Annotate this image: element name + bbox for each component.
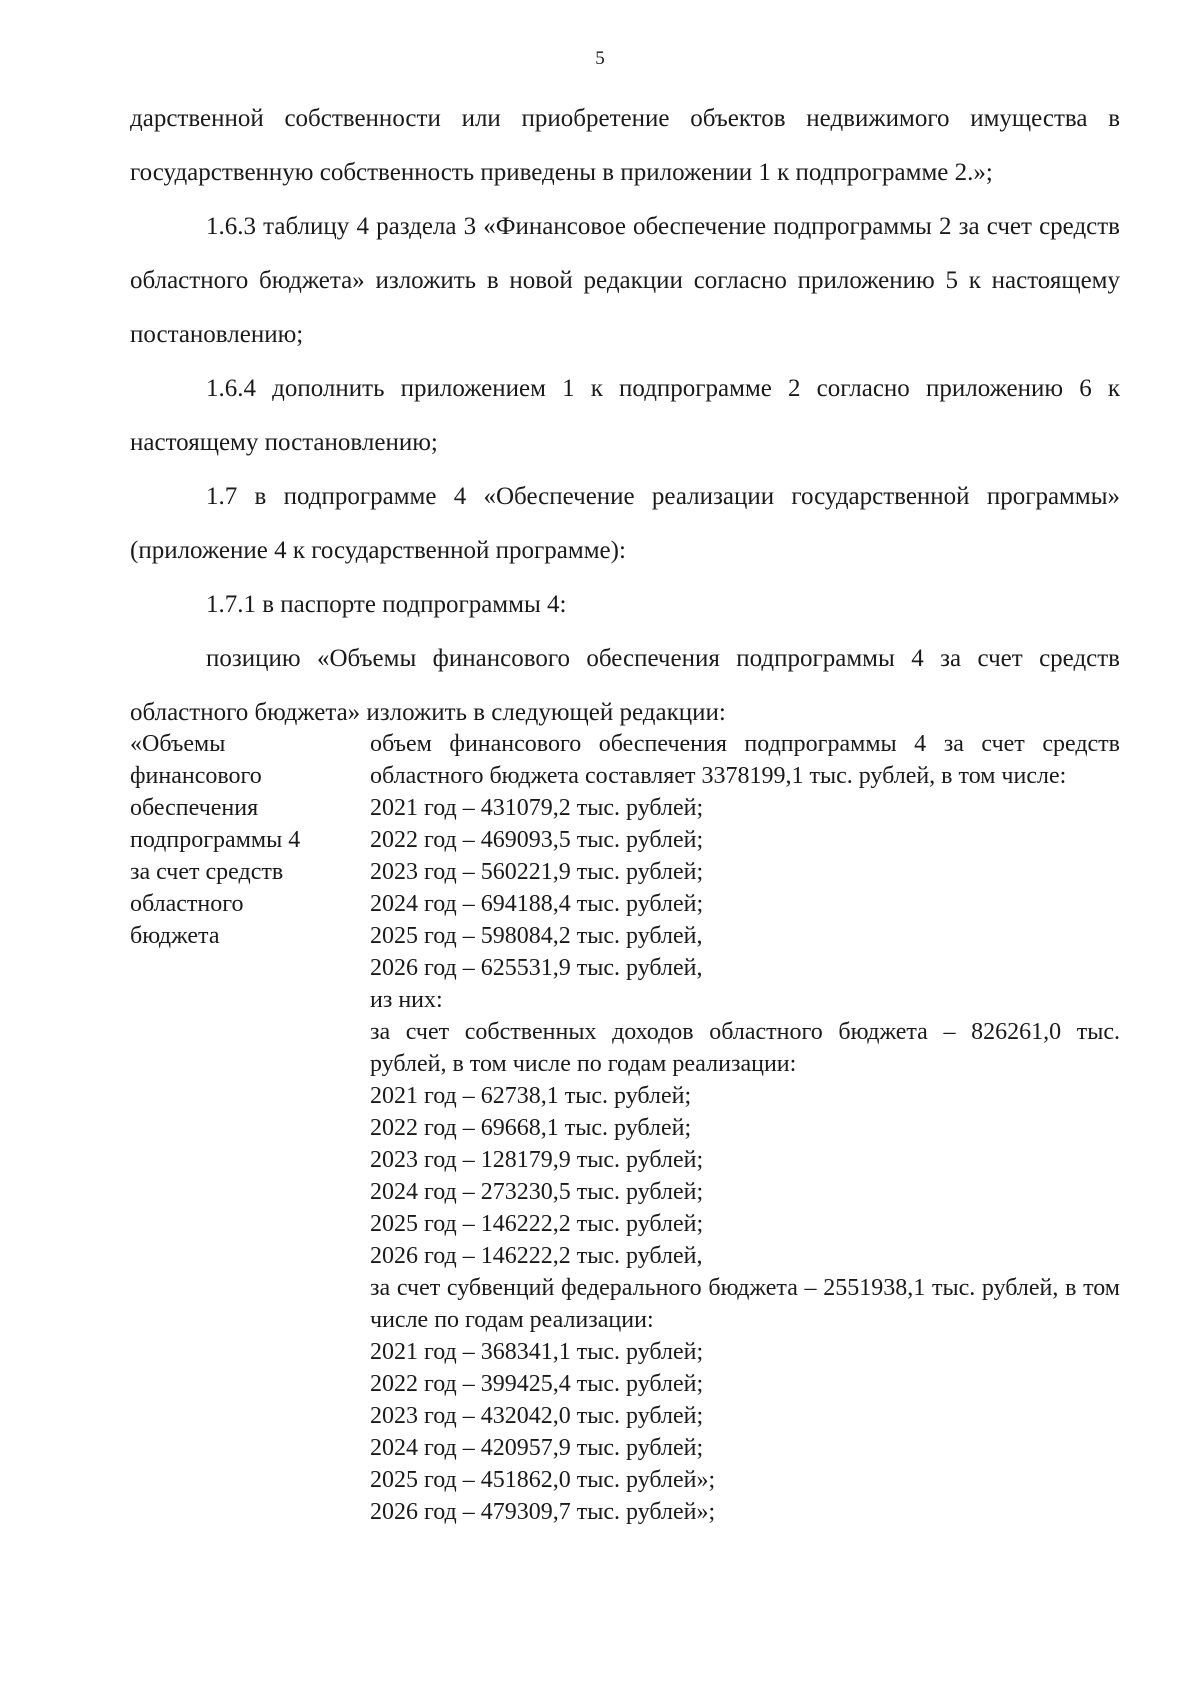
own-income-year-line: 2021 год – 62738,1 тыс. рублей; xyxy=(370,1083,692,1109)
page-number: 5 xyxy=(595,48,605,69)
label-line: «Объемы xyxy=(130,731,226,757)
federal-year-line: 2021 год – 368341,1 тыс. рублей; xyxy=(370,1339,704,1365)
federal-year-line: 2022 год – 399425,4 тыс. рублей; xyxy=(370,1371,704,1397)
own-income-year-line: 2022 год – 69668,1 тыс. рублей; xyxy=(370,1115,692,1141)
of-which-label: из них: xyxy=(370,987,443,1013)
federal-year-line: 2024 год – 420957,9 тыс. рублей; xyxy=(370,1435,704,1461)
paragraph-position: позицию «Объемы финансового обеспечения подпрограммы 4 за счет средств областного бюджета» изложить в следующей редакции: xyxy=(130,645,1120,726)
federal-year-line: 2025 год – 451862,0 тыс. рублей»; xyxy=(370,1467,716,1493)
federal-year-line: 2026 год – 479309,7 тыс. рублей»; xyxy=(370,1499,716,1525)
total-year-line: 2022 год – 469093,5 тыс. рублей; xyxy=(370,827,704,853)
financing-intro: объем финансового обеспечения подпрограммы 4 за счет средств областного бюджета составляет 3378199,1 тыс. рублей, в том числе: xyxy=(370,731,1120,789)
federal-intro: за счет субвенций федерального бюджета – 2551938,1 тыс. рублей, в том числе по годам реализации: xyxy=(370,1275,1120,1333)
body-text xyxy=(130,92,1120,740)
paragraph-1-6-4: 1.6.4 дополнить приложением 1 к подпрограмме 2 согласно приложению 6 к настоящему постановлению; xyxy=(130,375,1120,456)
label-line: бюджета xyxy=(130,923,220,949)
passport-label-cell xyxy=(130,728,370,1528)
paragraph-1-7: 1.7 в подпрограмме 4 «Обеспечение реализации государственной программы» (приложение 4 к государственной программе): xyxy=(130,483,1120,564)
paragraph-1-6-3: 1.6.3 таблицу 4 раздела 3 «Финансовое обеспечение подпрограммы 2 за счет средств областного бюджета» изложить в новой редакции согласно приложению 5 к настоящему постановлению; xyxy=(130,213,1120,348)
own-income-year-line: 2025 год – 146222,2 тыс. рублей; xyxy=(370,1211,704,1237)
paragraph-continuation: дарственной собственности или приобретение объектов недвижимого имущества в государственную собственность приведены в приложении 1 к подпрограмме 2.»; xyxy=(130,105,1120,186)
total-year-line: 2021 год – 431079,2 тыс. рублей; xyxy=(370,795,704,821)
label-line: областного xyxy=(130,891,244,917)
total-year-line: 2026 год – 625531,9 тыс. рублей, xyxy=(370,955,703,981)
federal-year-line: 2023 год – 432042,0 тыс. рублей; xyxy=(370,1403,704,1429)
passport-table xyxy=(130,728,1120,1528)
total-year-line: 2023 год – 560221,9 тыс. рублей; xyxy=(370,859,704,885)
label-line: подпрограммы 4 xyxy=(130,827,301,853)
total-year-line: 2025 год – 598084,2 тыс. рублей, xyxy=(370,923,703,949)
own-income-year-line: 2023 год – 128179,9 тыс. рублей; xyxy=(370,1147,704,1173)
passport-content-cell xyxy=(370,728,1120,1528)
label-line: за счет средств xyxy=(130,859,284,885)
total-year-line: 2024 год – 694188,4 тыс. рублей; xyxy=(370,891,704,917)
label-line: финансового xyxy=(130,763,262,789)
own-income-year-line: 2024 год – 273230,5 тыс. рублей; xyxy=(370,1179,704,1205)
own-income-year-line: 2026 год – 146222,2 тыс. рублей, xyxy=(370,1243,703,1269)
label-line: обеспечения xyxy=(130,795,259,821)
own-income-intro: за счет собственных доходов областного бюджета – 826261,0 тыс. рублей, в том числе по годам реализации: xyxy=(370,1019,1120,1077)
paragraph-1-7-1: 1.7.1 в паспорте подпрограммы 4: xyxy=(206,591,567,618)
